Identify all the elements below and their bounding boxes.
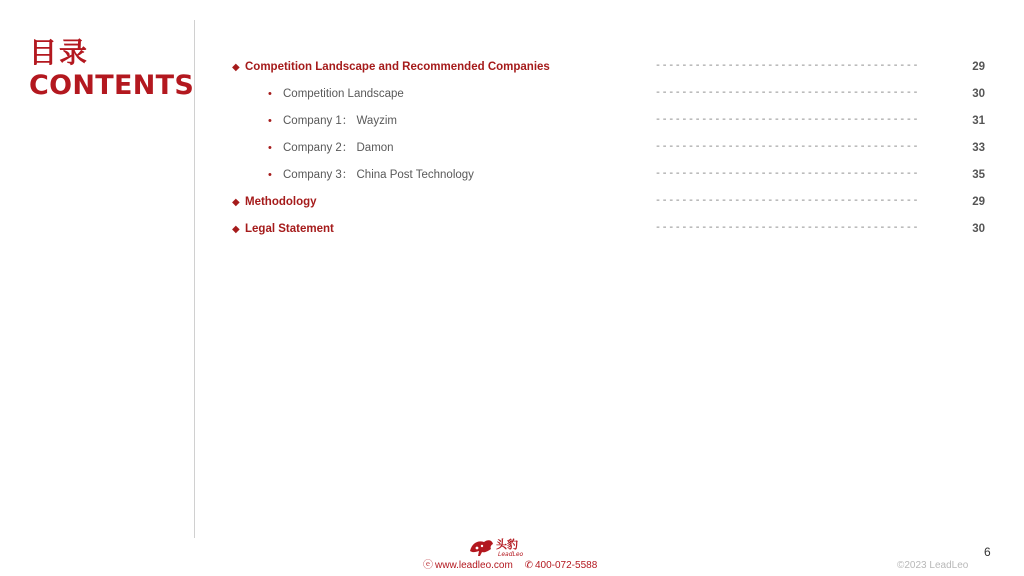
toc-page-number: 31 — [972, 115, 985, 127]
toc-entry[interactable] — [0, 111, 1024, 131]
phone-icon: ✆ — [524, 560, 533, 571]
toc-entry-label — [268, 111, 397, 131]
bullet-icon: • — [268, 142, 272, 154]
toc-entry-label — [232, 192, 317, 213]
toc-leader: ---------------------------------------- — [655, 115, 920, 126]
title-english: CONTENTS — [29, 70, 195, 101]
toc-leader: ---------------------------------------- — [655, 88, 920, 99]
toc-entry-text: Company 2： Damon — [283, 142, 394, 154]
toc-page-number: 30 — [972, 223, 985, 235]
toc-leader: ---------------------------------------- — [655, 169, 920, 180]
toc-entry-text: Methodology — [245, 196, 317, 208]
copyright: ©2023 LeadLeo — [897, 560, 969, 571]
toc-entry[interactable] — [0, 84, 1024, 104]
leopard-logo-icon — [468, 535, 532, 559]
bullet-icon: • — [268, 169, 272, 181]
toc-entry-text: Legal Statement — [245, 223, 334, 235]
logo-en-text: LeadLeo — [498, 551, 524, 558]
web-icon: ⓔ — [423, 560, 433, 571]
logo-cn-text: 头豹 — [496, 538, 518, 551]
toc-page-number: 35 — [972, 169, 985, 181]
toc-entry[interactable] — [0, 138, 1024, 158]
bullet-icon: • — [268, 88, 272, 100]
toc-page-number: 30 — [972, 88, 985, 100]
toc-entry-label — [268, 165, 474, 185]
footer-contact — [423, 559, 597, 573]
diamond-icon: ◆ — [232, 197, 240, 208]
toc-entry-text: Competition Landscape — [283, 88, 404, 100]
title-chinese: 目录 — [29, 36, 90, 69]
toc-entry-label — [232, 57, 550, 78]
toc-leader: ---------------------------------------- — [655, 223, 920, 234]
toc-entry[interactable] — [0, 165, 1024, 185]
bullet-icon: • — [268, 115, 272, 127]
toc-entry-text: Company 3： China Post Technology — [283, 169, 474, 181]
toc-page-number: 33 — [972, 142, 985, 154]
toc-leader: ---------------------------------------- — [655, 196, 920, 207]
toc-leader: ---------------------------------------- — [655, 61, 920, 72]
diamond-icon: ◆ — [232, 224, 240, 235]
toc-leader: ---------------------------------------- — [655, 142, 920, 153]
leadleo-logo — [468, 535, 532, 559]
toc-entry-text: Company 1： Wayzim — [283, 115, 397, 127]
toc-page-number: 29 — [972, 196, 985, 208]
toc-entry-label — [268, 84, 404, 104]
toc-entry[interactable] — [0, 192, 1024, 212]
toc-entry-label — [268, 138, 394, 158]
toc-entry[interactable] — [0, 57, 1024, 77]
toc-page-number: 29 — [972, 61, 985, 73]
page-number: 6 — [984, 545, 991, 559]
phone-number: 400-072-5588 — [534, 560, 598, 571]
toc-entry-label — [232, 219, 334, 240]
toc-entry-text: Competition Landscape and Recommended Companies — [245, 61, 550, 73]
website-link[interactable]: www.leadleo.com — [435, 560, 513, 571]
diamond-icon: ◆ — [232, 62, 240, 73]
toc-entry[interactable] — [0, 219, 1024, 239]
